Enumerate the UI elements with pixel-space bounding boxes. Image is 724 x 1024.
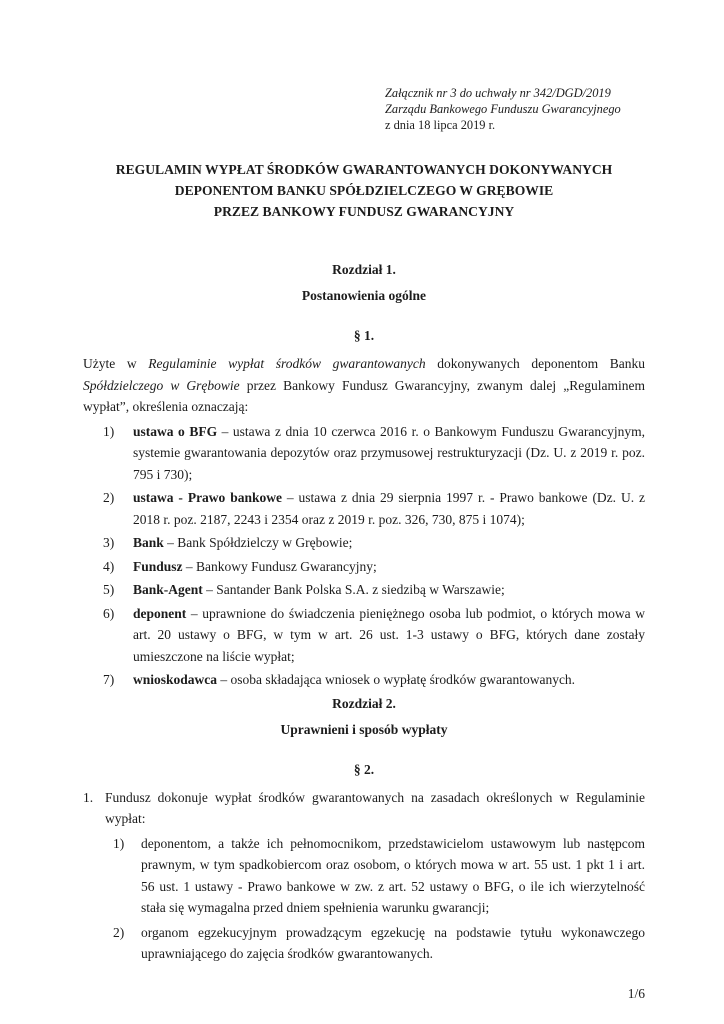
definition-item-4 (103, 556, 645, 578)
item-term: Bank-Agent (133, 582, 203, 597)
item-text: organom egzekucyjnym prowadzącym egzekucję na podstawie tytułu wykonawczego uprawniającego do zajęcia środków gwarantowanych. (141, 924, 645, 961)
item-text (133, 421, 645, 486)
item-number: 1) (103, 423, 115, 439)
item-text: deponentom, a także ich pełnomocnikom, przedstawicielom ustawowym lub następcom prawnym, w tym spadkobiercom oraz osobom, o których mowa w art. 55 ust. 1 pkt 1 i art. 56 ust. 1 ustawy - Prawo bankowe w zw. z art. 52 ustawy o BFG, o ile ich wierzytelność stała się wymagalna przed dniem spełnienia warunku gwarancji; (141, 835, 645, 915)
definition-item-6 (103, 603, 645, 668)
item-number: 3) (103, 535, 115, 550)
item-number: 1) (113, 835, 125, 851)
item-rest: – uprawnione do świadczenia pieniężnego osoba lub podmiot, o których mowa w art. 20 ustawy o BFG, w tym w art. 26 ust. 1-3 ustawy o BFG, których dane zostały umieszczone na liście wypłat; (133, 605, 645, 664)
document-title-line2: DEPONENTOM BANKU SPÓŁDZIELCZEGO W GRĘBOWIE (174, 183, 554, 198)
intro-part1: Użyte w (83, 356, 149, 371)
item-term: wnioskodawca (133, 672, 218, 687)
item-term: ustawa - Prawo bankowe (133, 490, 282, 505)
item-rest: – Bankowy Fundusz Gwarancyjny; (182, 558, 377, 574)
item-text: Fundusz dokonuje wypłat środków gwarantowanych na zasadach określonych w Regulaminie wypłat: (105, 789, 645, 826)
item-term: ustawa o BFG (133, 423, 218, 439)
item-number: 6) (103, 605, 115, 621)
document-title (83, 159, 645, 222)
definition-list (83, 421, 645, 691)
section1-intro (83, 353, 645, 418)
chapter1-subheading: Postanowienia ogólne (301, 288, 427, 303)
section1-label: § 1. (353, 328, 375, 343)
attachment-note-line1: Załącznik nr 3 do uchwały nr 342/DGD/2019 (385, 86, 611, 100)
section2-sublist (83, 833, 645, 965)
attachment-note-line2: Zarządu Bankowego Funduszu Gwarancyjnego (385, 102, 621, 116)
page-number: 1/6 (627, 985, 645, 1001)
item-number: 4) (103, 558, 115, 574)
item-rest: – ustawa z dnia 29 sierpnia 1997 r. - Prawo bankowe (Dz. U. z 2018 r. poz. 2187, 2243 i 2354 oraz z 2019 r. poz. 326, 730, 875 i 1074); (133, 490, 645, 527)
intro-part5: przez Bankowy Fundusz Gwarancyjny, zwanym dalej „Regulaminem wypłat”, określenia oznaczają: (83, 377, 646, 414)
item-number: 7) (103, 672, 115, 687)
item-number: 2) (113, 924, 125, 940)
item-rest: – Santander Bank Polska S.A. z siedzibą w Warszawie; (202, 582, 505, 597)
item-number: 1. (83, 789, 94, 805)
item-term: Bank (133, 535, 164, 550)
document-title-line1: REGULAMIN WYPŁAT ŚRODKÓW GWARANTOWANYCH DOKONYWANYCH (115, 162, 613, 177)
intro-part3: dokonywanych deponentom Banku (425, 356, 646, 371)
item-text (133, 669, 645, 691)
section2-label: § 2. (353, 761, 375, 777)
item-text (133, 603, 645, 668)
section2-item-1 (83, 787, 645, 830)
item-text (133, 532, 645, 554)
item-term: deponent (133, 605, 187, 621)
item-rest: – Bank Spółdzielczy w Grębowie; (163, 535, 353, 550)
definition-item-2 (103, 487, 645, 530)
item-number: 5) (103, 582, 115, 597)
definition-item-7 (103, 669, 645, 691)
item-number: 2) (103, 490, 115, 505)
attachment-note (385, 85, 645, 133)
document-content (83, 0, 645, 1004)
item-text (133, 579, 645, 601)
section2-subitem-1 (113, 833, 645, 919)
item-term: Fundusz (133, 558, 183, 574)
attachment-note-line3: z dnia 18 lipca 2019 r. (385, 118, 496, 132)
definition-item-3 (103, 532, 645, 554)
section2-subitem-2 (113, 922, 645, 965)
item-text (133, 487, 645, 530)
definition-item-1 (103, 421, 645, 486)
item-rest: – ustawa z dnia 10 czerwca 2016 r. o Bankowym Funduszu Gwarancyjnym, systemie gwarantowania depozytów oraz przymusowej restrukturyzacji (Dz. U. z 2019 r. poz. 795 i 730); (133, 423, 645, 482)
intro-part2: Regulaminie wypłat środków gwarantowanych (148, 356, 426, 371)
intro-part4: Spółdzielczego w Grębowie (83, 377, 240, 393)
chapter2-subheading: Uprawnieni i sposób wypłaty (280, 721, 448, 737)
definition-item-5 (103, 579, 645, 601)
chapter2-heading: Rozdział 2. (332, 695, 396, 711)
document-title-line3: PRZEZ BANKOWY FUNDUSZ GWARANCYJNY (213, 204, 515, 219)
chapter1-heading: Rozdział 1. (332, 262, 396, 277)
item-text (133, 556, 645, 578)
item-rest: – osoba składająca wniosek o wypłatę środków gwarantowanych. (217, 672, 576, 687)
